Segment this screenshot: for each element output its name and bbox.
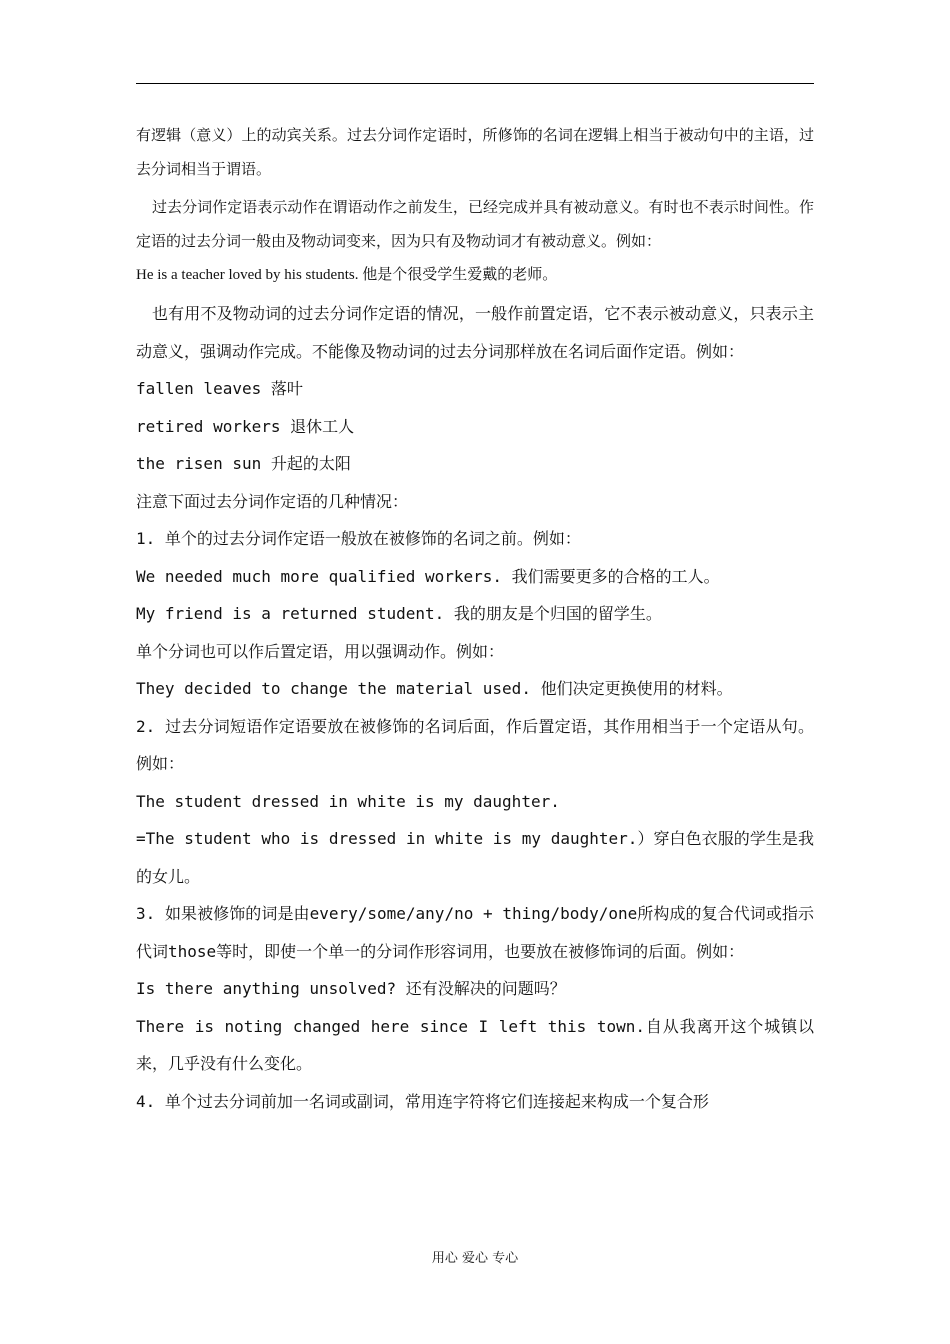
example-risen-sun: the risen sun 升起的太阳: [136, 454, 351, 473]
rule-1: 1. 单个的过去分词作定语一般放在被修饰的名词之前。例如：: [136, 529, 581, 548]
example-nothing-changed: There is noting changed here since I left this town.自从我离开这个城镇以来，几乎没有什么变化。: [136, 1016, 814, 1073]
example-fallen-leaves: fallen leaves 落叶: [136, 379, 303, 398]
paragraph-intransitive-verbs: 也有用不及物动词的过去分词作定语的情况，一般作前置定语，它不表示被动意义，只表示主动意义，强调动作完成。不能像及物动词的过去分词那样放在名词后面作定语。例如：: [136, 304, 814, 361]
header-rule: [136, 83, 814, 84]
paragraph-past-participle-meaning: 过去分词作定语表示动作在谓语动作之前发生，已经完成并具有被动意义。有时也不表示时间性。作定语的过去分词一般由及物动词变来，因为只有及物动词才有被动意义。例如：: [136, 198, 814, 250]
rule-4: 4. 单个过去分词前加一名词或副词，常用连字符将它们连接起来构成一个复合形: [136, 1091, 709, 1111]
paragraph-dongbin-relation: 有逻辑（意义）上的动宾关系。过去分词作定语时，所修饰的名词在逻辑上相当于被动句中的主语，过去分词相当于谓语。: [136, 126, 814, 178]
example-dressed-in-white-clause: =The student who is dressed in white is my daughter.）穿白色衣服的学生是我的女儿。: [136, 829, 814, 886]
example-anything-unsolved: Is there anything unsolved? 还有没解决的问题吗？: [136, 979, 566, 998]
example-retired-workers: retired workers 退休工人: [136, 416, 355, 436]
example-dressed-in-white: The student dressed in white is my daughter.: [136, 791, 560, 811]
section-heading-notes: 注意下面过去分词作定语的几种情况：: [136, 491, 409, 511]
page-footer: 用心 爱心 专心: [431, 1251, 519, 1266]
rule-2: 2. 过去分词短语作定语要放在被修饰的名词后面，作后置定语，其作用相当于一个定语从句。例如：: [136, 716, 814, 773]
rule-3: 3. 如果被修饰的词是由every/some/any/no + thing/body/one所构成的复合代词或指示代词those等时，即使一个单一的分词作形容词用，也要放在被修饰词的后面。例如：: [136, 904, 814, 961]
example-qualified-workers: We needed much more qualified workers. 我们需要更多的合格的工人。: [136, 566, 720, 586]
example-material-used: They decided to change the material used. 他们决定更换使用的材料。: [136, 679, 733, 698]
rule-1-postposition: 单个分词也可以作后置定语，用以强调动作。例如：: [136, 641, 505, 661]
document-body: [136, 118, 814, 1120]
example-teacher-loved: He is a teacher loved by his students. 他是个很受学生爱戴的老师。: [136, 267, 558, 283]
example-returned-student: My friend is a returned student. 我的朋友是个归国的留学生。: [136, 604, 662, 623]
